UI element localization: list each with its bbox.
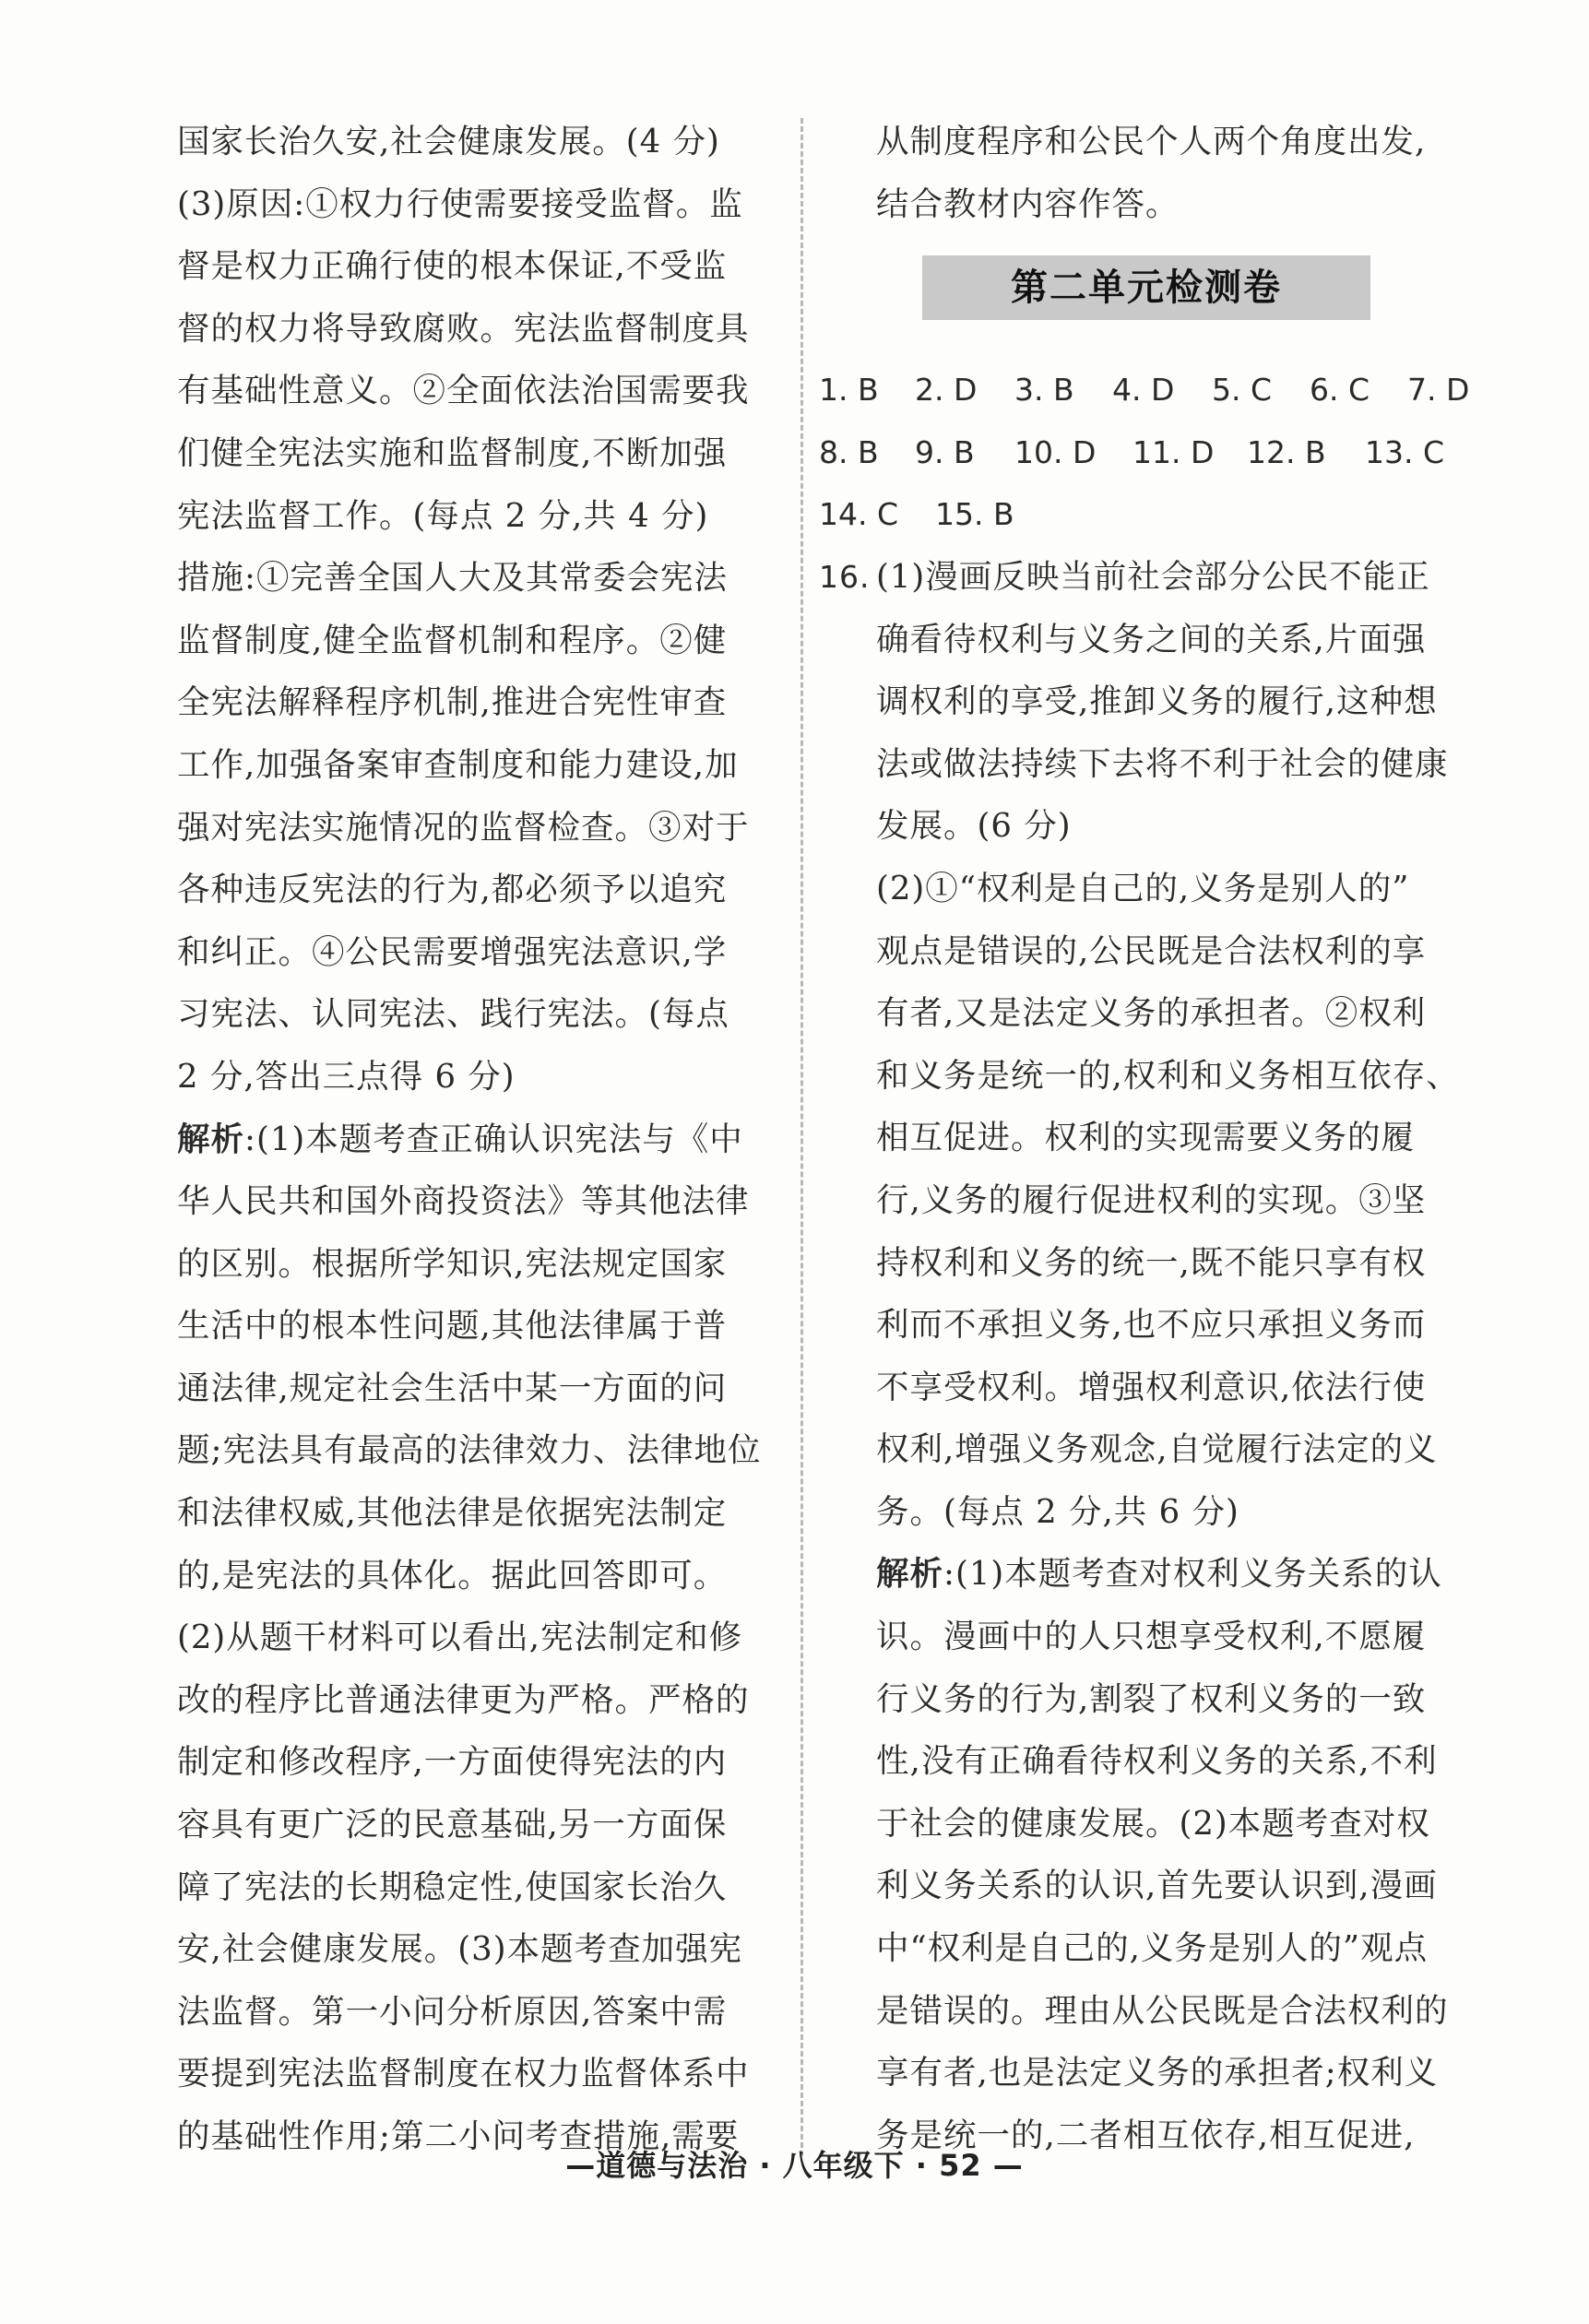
- text-line: 结合教材内容作答。: [876, 184, 1180, 223]
- text-line: (3)原因:①权力行使需要接受监督。监: [177, 184, 743, 223]
- text-line: 从制度程序和公民个人两个角度出发,: [876, 123, 1427, 160]
- text-line: 行义务的行为,割裂了权利义务的一致: [876, 1679, 1427, 1718]
- text-line: 务。(每点 2 分,共 6 分): [876, 1492, 1239, 1531]
- text-line: 识。漫画中的人只想享受权利,不愿履: [876, 1618, 1427, 1656]
- answer-row: [819, 421, 1494, 484]
- question-16-first-line: [819, 546, 1494, 609]
- text-line: 务是统一的,二者相互依存,相互促进,: [876, 2116, 1416, 2154]
- text-line: 和纠正。④公民需要增强宪法意识,学: [177, 932, 728, 971]
- analysis-label: 解析: [876, 1555, 944, 1594]
- text-line: 强对宪法实施情况的监督检查。③对于: [177, 808, 750, 847]
- answer-item: 9. B: [915, 433, 975, 470]
- text-line: 督的权力将导致腐败。宪法监督制度具: [177, 309, 750, 348]
- page-footer: —道德与法治 · 八年级下 · 52 —: [565, 2148, 1024, 2183]
- text-line: 督是权力正确行使的根本保证,不受监: [177, 247, 728, 286]
- answer-item: 1. B: [819, 372, 879, 409]
- text-line: 制定和修改程序,一方面使得宪法的内: [177, 1743, 728, 1782]
- text-line: 监督制度,健全监督机制和程序。②健: [177, 621, 728, 659]
- answer-row: [819, 359, 1494, 421]
- answer-item: 7. D: [1407, 372, 1470, 409]
- text-line: 中“权利是自己的,义务是别人的”观点: [876, 1929, 1429, 1968]
- text-line: 确看待权利与义务之间的关系,片面强: [876, 620, 1427, 658]
- text-line: 是错误的。理由从公民既是合法权利的: [876, 1991, 1449, 2030]
- text-line: 行,义务的履行促进权利的实现。③坚: [876, 1180, 1427, 1219]
- answer-row: [819, 483, 1494, 546]
- text-line: 法或做法持续下去将不利于社会的健康: [876, 744, 1449, 783]
- text-line: 于社会的健康发展。(2)本题考查对权: [876, 1804, 1430, 1843]
- text-line: (2)从题干材料可以看出,宪法制定和修: [177, 1618, 743, 1657]
- right-column: [819, 111, 1494, 2166]
- analysis-label: 解析: [177, 1120, 245, 1158]
- text-line: 生活中的根本性问题,其他法律属于普: [177, 1307, 728, 1346]
- text-line: 题;宪法具有最高的法律效力、法律地位: [177, 1431, 762, 1470]
- text-line: 权利,增强义务观念,自觉履行法定的义: [876, 1430, 1438, 1469]
- analysis-line: 解析:(1)本题考查正确认识宪法与《中: [177, 1120, 743, 1158]
- answer-item: 11. D: [1132, 433, 1215, 470]
- text-line: 持权利和义务的统一,既不能只享有权: [876, 1243, 1427, 1282]
- analysis-line: 解析:(1)本题考查对权利义务关系的认: [876, 1555, 1442, 1594]
- left-column: [177, 111, 786, 2168]
- section-title: 第二单元检测卷: [922, 255, 1370, 320]
- text-line: 利而不承担义务,也不应只承担义务而: [876, 1306, 1427, 1345]
- text-line: 调权利的享受,推卸义务的履行,这种想: [876, 682, 1438, 721]
- text-line: 法监督。第一小问分析原因,答案中需: [177, 1992, 728, 2031]
- text-line: 安,社会健康发展。(3)本题考查加强宪: [177, 1930, 743, 1969]
- text-line: 宪法监督工作。(每点 2 分,共 4 分): [177, 496, 709, 535]
- answer-item: 5. C: [1212, 372, 1273, 409]
- answer-item: 12. B: [1247, 433, 1326, 470]
- answer-item: 3. B: [1014, 372, 1074, 409]
- text-line: 国家长治久安,社会健康发展。(4 分): [177, 123, 720, 160]
- text-line: 要提到宪法监督制度在权力监督体系中: [177, 2055, 750, 2093]
- column-divider: [800, 118, 803, 2156]
- text-line: 和法律权威,其他法律是依据宪法制定: [177, 1494, 728, 1533]
- answer-item: 8. B: [819, 433, 879, 470]
- text-line: (2)①“权利是自己的,义务是别人的”: [876, 869, 1410, 907]
- text-line: 工作,加强备案审查制度和能力建设,加: [177, 745, 739, 784]
- text-line: (1)漫画反映当前社会部分公民不能正: [876, 557, 1430, 596]
- section-header: [819, 235, 1494, 359]
- text-line: 改的程序比普通法律更为严格。严格的: [177, 1680, 750, 1719]
- text-line: 不享受权利。增强权利意识,依法行使: [876, 1368, 1427, 1406]
- text-line: 措施:①完善全国人大及其常委会宪法: [177, 559, 728, 598]
- text-line: 发展。(6 分): [876, 807, 1072, 846]
- text-line: 的区别。根据所学知识,宪法规定国家: [177, 1244, 728, 1283]
- answer-item: 14. C: [819, 496, 899, 533]
- answer-item: 10. D: [1014, 433, 1097, 470]
- text-line: 享有者,也是法定义务的承担者;权利义: [876, 2054, 1439, 2093]
- answer-item: 6. C: [1310, 372, 1370, 409]
- text-line: 的,是宪法的具体化。据此回答即可。: [177, 1556, 728, 1595]
- text-line: 华人民共和国外商投资法》等其他法律: [177, 1182, 750, 1221]
- text-line: 全宪法解释程序机制,推进合宪性审查: [177, 683, 728, 722]
- text-line: 各种违反宪法的行为,都必须予以追究: [177, 871, 728, 909]
- answer-item: 15. B: [935, 496, 1014, 533]
- text-line: 相互促进。权利的实现需要义务的履: [876, 1119, 1416, 1157]
- question-number: 16.: [819, 558, 871, 595]
- text-line: 和义务是统一的,权利和义务相互依存、: [876, 1056, 1460, 1095]
- text-line: 的基础性作用;第二小问考查措施,需要: [177, 2117, 740, 2155]
- text-line: 通法律,规定社会生活中某一方面的问: [177, 1369, 728, 1407]
- text-line: 性,没有正确看待权利义务的关系,不利: [876, 1742, 1438, 1781]
- text-line: 有基础性意义。②全面依法治国需要我: [177, 372, 750, 410]
- text-line: 2 分,答出三点得 6 分): [177, 1057, 516, 1096]
- text-line: 观点是错误的,公民既是合法权利的享: [876, 931, 1427, 970]
- text-line: 有者,又是法定义务的承担者。②权利: [876, 994, 1427, 1033]
- answer-item: 13. C: [1365, 433, 1445, 470]
- answer-item: 2. D: [915, 372, 978, 409]
- text-line: 们健全宪法实施和监督制度,不断加强: [177, 433, 728, 472]
- text-line: 障了宪法的长期稳定性,使国家长治久: [177, 1868, 728, 1906]
- text-line: 容具有更广泛的民意基础,另一方面保: [177, 1806, 728, 1844]
- text-line: 利义务关系的认识,首先要认识到,漫画: [876, 1867, 1438, 1905]
- answer-item: 4. D: [1112, 372, 1175, 409]
- text-line: 习宪法、认同宪法、践行宪法。(每点: [177, 995, 729, 1034]
